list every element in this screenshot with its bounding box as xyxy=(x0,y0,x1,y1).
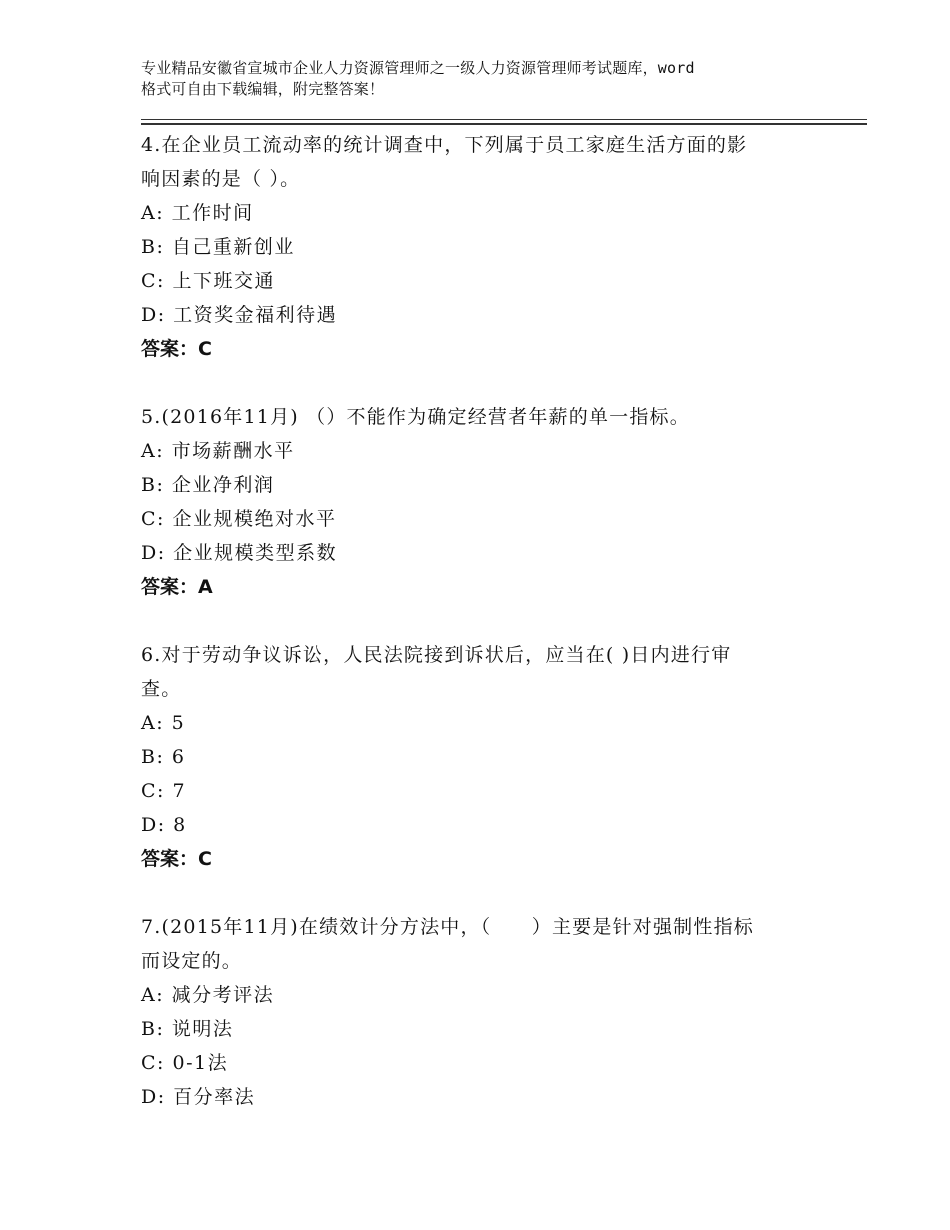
option-c: C: 上下班交通 xyxy=(141,270,275,292)
header-divider-thick xyxy=(141,123,867,125)
answer-label: 答案：C xyxy=(141,848,212,870)
question-4 xyxy=(141,128,821,366)
question-stem-line-1: 7.(2015年11月)在绩效计分方法中，（ ）主要是针对强制性指标 xyxy=(141,916,754,938)
question-5 xyxy=(141,400,821,604)
option-a: A: 5 xyxy=(141,712,186,734)
question-7 xyxy=(141,910,821,1114)
option-b: B: 说明法 xyxy=(141,1018,234,1040)
answer-label: 答案：C xyxy=(141,338,212,360)
question-stem-line-1: 4.在企业员工流动率的统计调查中，下列属于员工家庭生活方面的影 xyxy=(141,134,748,156)
option-c: C: 0-1法 xyxy=(141,1052,229,1074)
header-line-1: 专业精品安徽省宣城市企业人力资源管理师之一级人力资源管理师考试题库，word xyxy=(141,59,695,77)
header-line-2: 格式可自由下载编辑，附完整答案！ xyxy=(141,80,385,98)
question-stem-line-1: 5.(2016年11月) （）不能作为确定经营者年薪的单一指标。 xyxy=(141,406,690,428)
question-stem-line-2: 响因素的是（ ）。 xyxy=(141,168,301,190)
option-a: A: 减分考评法 xyxy=(141,984,275,1006)
question-stem-line-1: 6.对于劳动争议诉讼，人民法院接到诉状后，应当在( )日内进行审 xyxy=(141,644,732,666)
header-divider-thin xyxy=(141,119,867,120)
question-stem-line-2: 查。 xyxy=(141,678,182,700)
question-stem-line-2: 而设定的。 xyxy=(141,950,243,972)
option-d: D: 工资奖金福利待遇 xyxy=(141,304,338,326)
option-a: A: 市场薪酬水平 xyxy=(141,440,295,462)
option-c: C: 7 xyxy=(141,780,187,802)
option-b: B: 自己重新创业 xyxy=(141,236,295,258)
option-a: A: 工作时间 xyxy=(141,202,254,224)
option-d: D: 8 xyxy=(141,814,187,836)
question-6 xyxy=(141,638,821,876)
option-d: D: 企业规模类型系数 xyxy=(141,542,338,564)
option-b: B: 6 xyxy=(141,746,186,768)
option-c: C: 企业规模绝对水平 xyxy=(141,508,337,530)
option-b: B: 企业净利润 xyxy=(141,474,275,496)
option-d: D: 百分率法 xyxy=(141,1086,256,1108)
question-list xyxy=(141,128,821,1148)
document-header xyxy=(141,58,841,100)
answer-label: 答案：A xyxy=(141,576,213,598)
